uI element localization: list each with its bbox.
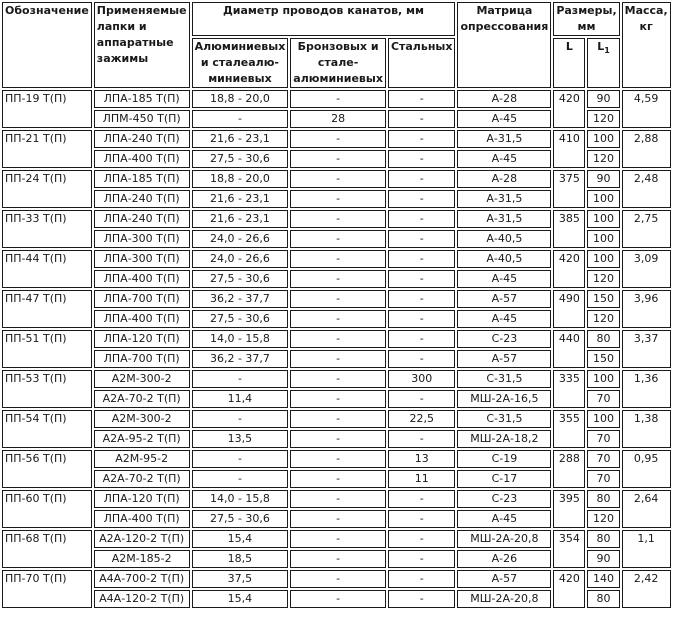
cell-matrix: А-57 bbox=[457, 570, 551, 588]
cell-diameter-bronze: - bbox=[290, 430, 386, 448]
cell-diameter-steel: - bbox=[388, 210, 456, 228]
cell-length-L: 288 bbox=[553, 450, 585, 488]
cell-length-L: 395 bbox=[553, 490, 585, 528]
cell-diameter-aluminum: 18,8 - 20,0 bbox=[192, 90, 289, 108]
cell-diameter-aluminum: 36,2 - 37,7 bbox=[192, 290, 289, 308]
cell-diameter-aluminum: 18,8 - 20,0 bbox=[192, 170, 289, 188]
cell-length-L1: 100 bbox=[587, 130, 619, 148]
cell-clamp: А2А-95-2 Т(П) bbox=[94, 430, 190, 448]
cell-diameter-bronze: - bbox=[290, 390, 386, 408]
cell-diameter-bronze: - bbox=[290, 590, 386, 608]
cell-diameter-bronze: - bbox=[290, 550, 386, 568]
cell-clamp: А2М-95-2 bbox=[94, 450, 190, 468]
cell-diameter-aluminum: 21,6 - 23,1 bbox=[192, 130, 289, 148]
cell-mass: 1,36 bbox=[622, 370, 671, 408]
cell-length-L: 355 bbox=[553, 410, 585, 448]
cell-clamp: ЛПА-240 Т(П) bbox=[94, 130, 190, 148]
cell-diameter-bronze: - bbox=[290, 570, 386, 588]
header-steel: Стальных bbox=[388, 38, 456, 88]
cell-length-L1: 90 bbox=[587, 170, 619, 188]
cell-diameter-bronze: - bbox=[290, 510, 386, 528]
cell-clamp: ЛПА-700 Т(П) bbox=[94, 350, 190, 368]
cell-diameter-aluminum: - bbox=[192, 410, 289, 428]
cell-diameter-steel: - bbox=[388, 570, 456, 588]
cell-diameter-aluminum: 36,2 - 37,7 bbox=[192, 350, 289, 368]
cell-mass: 2,88 bbox=[622, 130, 671, 168]
cell-length-L: 490 bbox=[553, 290, 585, 328]
cell-clamp: А4А-120-2 Т(П) bbox=[94, 590, 190, 608]
cell-clamp: ЛПА-400 Т(П) bbox=[94, 150, 190, 168]
cell-matrix: А-31,5 bbox=[457, 210, 551, 228]
cell-diameter-bronze: - bbox=[290, 90, 386, 108]
cell-designation: ПП-56 Т(П) bbox=[2, 450, 92, 488]
cell-designation: ПП-54 Т(П) bbox=[2, 410, 92, 448]
cell-mass: 2,64 bbox=[622, 490, 671, 528]
cell-diameter-steel: 300 bbox=[388, 370, 456, 388]
cell-diameter-steel: - bbox=[388, 170, 456, 188]
cell-diameter-aluminum: 13,5 bbox=[192, 430, 289, 448]
cell-diameter-steel: - bbox=[388, 130, 456, 148]
cell-clamp: ЛПА-240 Т(П) bbox=[94, 210, 190, 228]
cell-diameter-steel: - bbox=[388, 150, 456, 168]
cell-clamp: А2А-120-2 Т(П) bbox=[94, 530, 190, 548]
header-L: L bbox=[553, 38, 585, 88]
cell-matrix: А-45 bbox=[457, 270, 551, 288]
cell-diameter-bronze: - bbox=[290, 230, 386, 248]
cell-diameter-aluminum: 21,6 - 23,1 bbox=[192, 210, 289, 228]
cell-length-L1: 90 bbox=[587, 90, 619, 108]
cell-diameter-steel: - bbox=[388, 550, 456, 568]
cell-diameter-bronze: - bbox=[290, 450, 386, 468]
cell-diameter-steel: 11 bbox=[388, 470, 456, 488]
cell-length-L1: 100 bbox=[587, 370, 619, 388]
cell-length-L1: 120 bbox=[587, 270, 619, 288]
header-L1-base: L bbox=[597, 40, 605, 53]
cell-matrix: А-45 bbox=[457, 150, 551, 168]
cell-diameter-bronze: - bbox=[290, 410, 386, 428]
cell-clamp: ЛПА-185 Т(П) bbox=[94, 90, 190, 108]
table-row bbox=[2, 450, 671, 468]
cell-diameter-steel: - bbox=[388, 330, 456, 348]
table-row bbox=[2, 210, 671, 228]
cell-matrix: А-28 bbox=[457, 90, 551, 108]
cell-diameter-steel: - bbox=[388, 390, 456, 408]
header-clamps: Применяемые лапки и аппаратные зажимы bbox=[94, 2, 190, 88]
cell-diameter-aluminum: 27,5 - 30,6 bbox=[192, 270, 289, 288]
cell-diameter-steel: - bbox=[388, 90, 456, 108]
table-header bbox=[2, 2, 671, 88]
cell-clamp: А2М-185-2 bbox=[94, 550, 190, 568]
header-designation: Обозначение bbox=[2, 2, 92, 88]
cell-diameter-aluminum: 15,4 bbox=[192, 530, 289, 548]
cell-diameter-aluminum: 21,6 - 23,1 bbox=[192, 190, 289, 208]
cell-length-L1: 90 bbox=[587, 550, 619, 568]
header-L1 bbox=[587, 38, 619, 88]
cell-diameter-steel: - bbox=[388, 230, 456, 248]
cell-diameter-bronze: 28 bbox=[290, 110, 386, 128]
cell-mass: 3,96 bbox=[622, 290, 671, 328]
cell-length-L1: 140 bbox=[587, 570, 619, 588]
cell-length-L1: 70 bbox=[587, 450, 619, 468]
cell-diameter-aluminum: 27,5 - 30,6 bbox=[192, 310, 289, 328]
cell-length-L1: 120 bbox=[587, 310, 619, 328]
cell-length-L1: 100 bbox=[587, 410, 619, 428]
cell-matrix: А-57 bbox=[457, 290, 551, 308]
cell-matrix: А-28 bbox=[457, 170, 551, 188]
cell-diameter-steel: - bbox=[388, 290, 456, 308]
cell-length-L: 420 bbox=[553, 90, 585, 128]
cell-clamp: ЛПА-400 Т(П) bbox=[94, 510, 190, 528]
cell-clamp: ЛПА-400 Т(П) bbox=[94, 270, 190, 288]
cell-length-L: 420 bbox=[553, 250, 585, 288]
cell-diameter-steel: - bbox=[388, 430, 456, 448]
cell-diameter-steel: 13 bbox=[388, 450, 456, 468]
cell-diameter-aluminum: 14,0 - 15,8 bbox=[192, 490, 289, 508]
cell-diameter-steel: - bbox=[388, 310, 456, 328]
cell-length-L1: 100 bbox=[587, 190, 619, 208]
cell-diameter-bronze: - bbox=[290, 470, 386, 488]
cell-clamp: А2М-300-2 bbox=[94, 410, 190, 428]
cell-matrix: А-45 bbox=[457, 110, 551, 128]
cell-matrix: С-17 bbox=[457, 470, 551, 488]
cell-diameter-aluminum: 24,0 - 26,6 bbox=[192, 250, 289, 268]
cell-clamp: ЛПА-120 Т(П) bbox=[94, 490, 190, 508]
cell-clamp: ЛПА-700 Т(П) bbox=[94, 290, 190, 308]
cell-length-L: 410 bbox=[553, 130, 585, 168]
table-body bbox=[2, 90, 671, 608]
cell-designation: ПП-70 Т(П) bbox=[2, 570, 92, 608]
cell-diameter-steel: - bbox=[388, 110, 456, 128]
cell-clamp: ЛПА-120 Т(П) bbox=[94, 330, 190, 348]
cell-diameter-bronze: - bbox=[290, 190, 386, 208]
table-row bbox=[2, 570, 671, 588]
cell-clamp: ЛПА-400 Т(П) bbox=[94, 310, 190, 328]
cell-diameter-aluminum: 15,4 bbox=[192, 590, 289, 608]
cell-matrix: А-40,5 bbox=[457, 230, 551, 248]
cell-length-L: 335 bbox=[553, 370, 585, 408]
cell-diameter-bronze: - bbox=[290, 330, 386, 348]
cell-designation: ПП-53 Т(П) bbox=[2, 370, 92, 408]
cell-matrix: А-31,5 bbox=[457, 130, 551, 148]
cell-matrix: С-19 bbox=[457, 450, 551, 468]
cell-mass: 3,37 bbox=[622, 330, 671, 368]
cell-diameter-steel: - bbox=[388, 250, 456, 268]
cell-length-L1: 80 bbox=[587, 490, 619, 508]
cell-designation: ПП-19 Т(П) bbox=[2, 90, 92, 128]
header-L1-subscript: 1 bbox=[604, 46, 610, 55]
cell-diameter-bronze: - bbox=[290, 310, 386, 328]
cell-diameter-bronze: - bbox=[290, 370, 386, 388]
cell-length-L1: 70 bbox=[587, 390, 619, 408]
table-row bbox=[2, 170, 671, 188]
table-row bbox=[2, 370, 671, 388]
cell-clamp: А4А-700-2 Т(П) bbox=[94, 570, 190, 588]
cell-mass: 3,09 bbox=[622, 250, 671, 288]
cell-mass: 4,59 bbox=[622, 90, 671, 128]
header-mass: Масса, кг bbox=[622, 2, 671, 88]
cell-length-L1: 120 bbox=[587, 110, 619, 128]
table-row bbox=[2, 330, 671, 348]
cell-designation: ПП-33 Т(П) bbox=[2, 210, 92, 248]
cell-diameter-steel: - bbox=[388, 490, 456, 508]
cell-matrix: С-23 bbox=[457, 490, 551, 508]
table-row bbox=[2, 530, 671, 548]
header-sizes: Размеры, мм bbox=[553, 2, 619, 36]
cell-matrix: МШ-2А-20,8 bbox=[457, 530, 551, 548]
cell-diameter-bronze: - bbox=[290, 170, 386, 188]
cell-diameter-aluminum: - bbox=[192, 450, 289, 468]
cell-diameter-bronze: - bbox=[290, 250, 386, 268]
cell-length-L1: 80 bbox=[587, 590, 619, 608]
cell-diameter-aluminum: - bbox=[192, 110, 289, 128]
cell-diameter-bronze: - bbox=[290, 490, 386, 508]
cell-diameter-aluminum: - bbox=[192, 470, 289, 488]
cell-length-L1: 150 bbox=[587, 350, 619, 368]
cell-length-L1: 150 bbox=[587, 290, 619, 308]
cell-diameter-aluminum: 11,4 bbox=[192, 390, 289, 408]
cell-diameter-bronze: - bbox=[290, 270, 386, 288]
table-row bbox=[2, 130, 671, 148]
cell-diameter-steel: - bbox=[388, 270, 456, 288]
cell-matrix: С-23 bbox=[457, 330, 551, 348]
cell-designation: ПП-24 Т(П) bbox=[2, 170, 92, 208]
table-row bbox=[2, 90, 671, 108]
cell-matrix: МШ-2А-16,5 bbox=[457, 390, 551, 408]
cell-diameter-aluminum: 37,5 bbox=[192, 570, 289, 588]
cell-designation: ПП-47 Т(П) bbox=[2, 290, 92, 328]
header-diameter-group: Диаметр проводов канатов, мм bbox=[192, 2, 456, 36]
cell-mass: 0,95 bbox=[622, 450, 671, 488]
cell-designation: ПП-60 Т(П) bbox=[2, 490, 92, 528]
header-matrix: Матрица опрессования bbox=[457, 2, 551, 88]
table-row bbox=[2, 290, 671, 308]
cell-designation: ПП-51 Т(П) bbox=[2, 330, 92, 368]
cell-diameter-bronze: - bbox=[290, 210, 386, 228]
cell-matrix: С-31,5 bbox=[457, 370, 551, 388]
cell-length-L1: 120 bbox=[587, 510, 619, 528]
cell-diameter-steel: - bbox=[388, 510, 456, 528]
cell-diameter-steel: - bbox=[388, 590, 456, 608]
cell-diameter-aluminum: 24,0 - 26,6 bbox=[192, 230, 289, 248]
cell-matrix: А-26 bbox=[457, 550, 551, 568]
cell-diameter-aluminum: 27,5 - 30,6 bbox=[192, 150, 289, 168]
cell-matrix: МШ-2А-18,2 bbox=[457, 430, 551, 448]
cell-length-L1: 100 bbox=[587, 230, 619, 248]
cell-diameter-aluminum: 27,5 - 30,6 bbox=[192, 510, 289, 528]
cell-clamp: А2А-70-2 Т(П) bbox=[94, 390, 190, 408]
cell-diameter-aluminum: 14,0 - 15,8 bbox=[192, 330, 289, 348]
cell-diameter-bronze: - bbox=[290, 530, 386, 548]
cell-length-L1: 100 bbox=[587, 250, 619, 268]
cell-matrix: А-40,5 bbox=[457, 250, 551, 268]
cell-mass: 2,75 bbox=[622, 210, 671, 248]
cell-length-L1: 70 bbox=[587, 430, 619, 448]
cell-length-L: 440 bbox=[553, 330, 585, 368]
cell-mass: 1,1 bbox=[622, 530, 671, 568]
cell-diameter-steel: - bbox=[388, 350, 456, 368]
cell-designation: ПП-44 Т(П) bbox=[2, 250, 92, 288]
cell-diameter-aluminum: - bbox=[192, 370, 289, 388]
cell-clamp: А2А-70-2 Т(П) bbox=[94, 470, 190, 488]
cell-length-L1: 70 bbox=[587, 470, 619, 488]
cell-matrix: А-45 bbox=[457, 510, 551, 528]
cell-designation: ПП-68 Т(П) bbox=[2, 530, 92, 568]
cell-clamp: ЛПА-185 Т(П) bbox=[94, 170, 190, 188]
cell-matrix: МШ-2А-20,8 bbox=[457, 590, 551, 608]
cell-clamp: ЛПА-240 Т(П) bbox=[94, 190, 190, 208]
cell-length-L1: 120 bbox=[587, 150, 619, 168]
cell-clamp: ЛПА-300 Т(П) bbox=[94, 230, 190, 248]
cell-length-L: 385 bbox=[553, 210, 585, 248]
cell-mass: 2,42 bbox=[622, 570, 671, 608]
cell-diameter-bronze: - bbox=[290, 290, 386, 308]
table-row bbox=[2, 410, 671, 428]
cell-matrix: С-31,5 bbox=[457, 410, 551, 428]
cell-length-L: 354 bbox=[553, 530, 585, 568]
header-bronze: Бронзовых и стале-алюминиевых bbox=[290, 38, 386, 88]
cell-matrix: А-31,5 bbox=[457, 190, 551, 208]
cell-clamp: ЛПА-300 Т(П) bbox=[94, 250, 190, 268]
cell-length-L1: 80 bbox=[587, 530, 619, 548]
header-aluminum: Алюминиевых и сталеалю-миниевых bbox=[192, 38, 289, 88]
cell-designation: ПП-21 Т(П) bbox=[2, 130, 92, 168]
cell-mass: 2,48 bbox=[622, 170, 671, 208]
cell-length-L1: 80 bbox=[587, 330, 619, 348]
cell-mass: 1,38 bbox=[622, 410, 671, 448]
cell-clamp: А2М-300-2 bbox=[94, 370, 190, 388]
table-row bbox=[2, 490, 671, 508]
cell-diameter-bronze: - bbox=[290, 350, 386, 368]
table-row bbox=[2, 250, 671, 268]
cell-diameter-bronze: - bbox=[290, 150, 386, 168]
cell-length-L1: 100 bbox=[587, 210, 619, 228]
cell-diameter-bronze: - bbox=[290, 130, 386, 148]
cell-diameter-steel: - bbox=[388, 530, 456, 548]
cell-length-L: 420 bbox=[553, 570, 585, 608]
cell-diameter-steel: 22,5 bbox=[388, 410, 456, 428]
cell-length-L: 375 bbox=[553, 170, 585, 208]
cell-matrix: А-45 bbox=[457, 310, 551, 328]
cell-diameter-aluminum: 18,5 bbox=[192, 550, 289, 568]
cell-diameter-steel: - bbox=[388, 190, 456, 208]
cell-matrix: А-57 bbox=[457, 350, 551, 368]
cell-clamp: ЛПМ-450 Т(П) bbox=[94, 110, 190, 128]
